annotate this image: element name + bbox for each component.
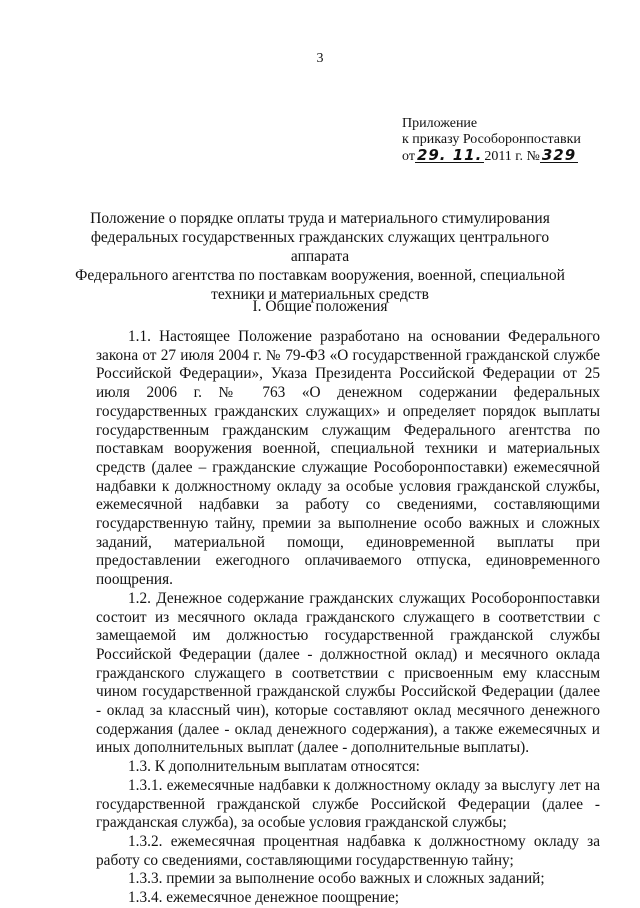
annex-year: 2011 г. № <box>484 149 540 164</box>
section-heading: I. Общие положения <box>252 298 388 315</box>
title-line-3: Федерального агентства по поставкам вооружения, военной, специальной <box>75 267 565 284</box>
annex-date-line <box>402 148 581 165</box>
document-title <box>60 209 580 304</box>
handwritten-date: 29. 11. <box>416 146 483 164</box>
paragraph-1-3-2: 1.3.2. ежемесячная процентная надбавка к должностному окладу за работу со сведениями, составляющими государственную тайну; <box>96 832 600 869</box>
annex-order-reference: к приказу Рособоронпоставки <box>402 132 581 147</box>
annex-date-prefix: от <box>402 149 415 164</box>
title-line-2: федеральных государственных гражданских служащих центрального аппарата <box>90 229 550 265</box>
document-body <box>96 328 600 908</box>
paragraph-1-1: 1.1. Настоящее Положение разработано на основании Федерального закона от 27 июля 2004 г. № 79-ФЗ «О государственной гражданской службе Российской Федерации», Указа Президента Российской Федерации от 25 июля 2006 г. № 763 «О денежном содержании федеральных государственных гражданских служащих» и определяет порядок выплаты государственным гражданским служащим Федерального агентства по поставкам вооружения военной, специальной техники и материальных средств (далее – гражданские служащие Рособоронпоставки) ежемесячной надбавки к должностному окладу за особые условия гражданской службы, ежемесячной надбавки за работу со сведениями, составляющими государственную тайну, премии за выполнение особо важных и сложных заданий, материальной помощи, единовременной выплаты при предоставлении ежегодного оплачиваемого отпуска, единовременного поощрения. <box>96 328 600 589</box>
title-line-1: Положение о порядке оплаты труда и материального стимулирования <box>90 210 550 227</box>
paragraph-1-3-1: 1.3.1. ежемесячные надбавки к должностному окладу за выслугу лет на государственной гражданской службе Российской Федерации (далее - гражданская служба), за особые условия гражданской службы; <box>96 776 600 832</box>
paragraph-1-3-3: 1.3.3. премии за выполнение особо важных и сложных заданий; <box>128 870 545 888</box>
title-line-4: техники и материальных средств <box>211 286 429 303</box>
annex-block <box>402 116 581 165</box>
annex-label: Приложение <box>402 116 478 131</box>
paragraph-1-3: 1.3. К дополнительным выплатам относятся: <box>128 758 420 776</box>
paragraph-1-2: 1.2. Денежное содержание гражданских служащих Рособоронпоставки состоит из месячного оклада гражданского служащего в соответствии с замещаемой им должностью государственной гражданской службы Российской Федерации (далее - должностной оклад) и месячного оклада гражданского служащего в соответствии с присвоенным ему классным чином государственной гражданской службы Российской Федерации (далее - оклад за классный чин), которые составляют оклад месячного денежного содержания (далее - оклад денежного содержания), а также ежемесячных и иных дополнительных выплат (далее - дополнительные выплаты). <box>96 589 600 757</box>
handwritten-order-number: 329 <box>541 146 577 164</box>
page-number: 3 <box>316 51 324 66</box>
paragraph-1-3-4: 1.3.4. ежемесячное денежное поощрение; <box>128 889 400 907</box>
